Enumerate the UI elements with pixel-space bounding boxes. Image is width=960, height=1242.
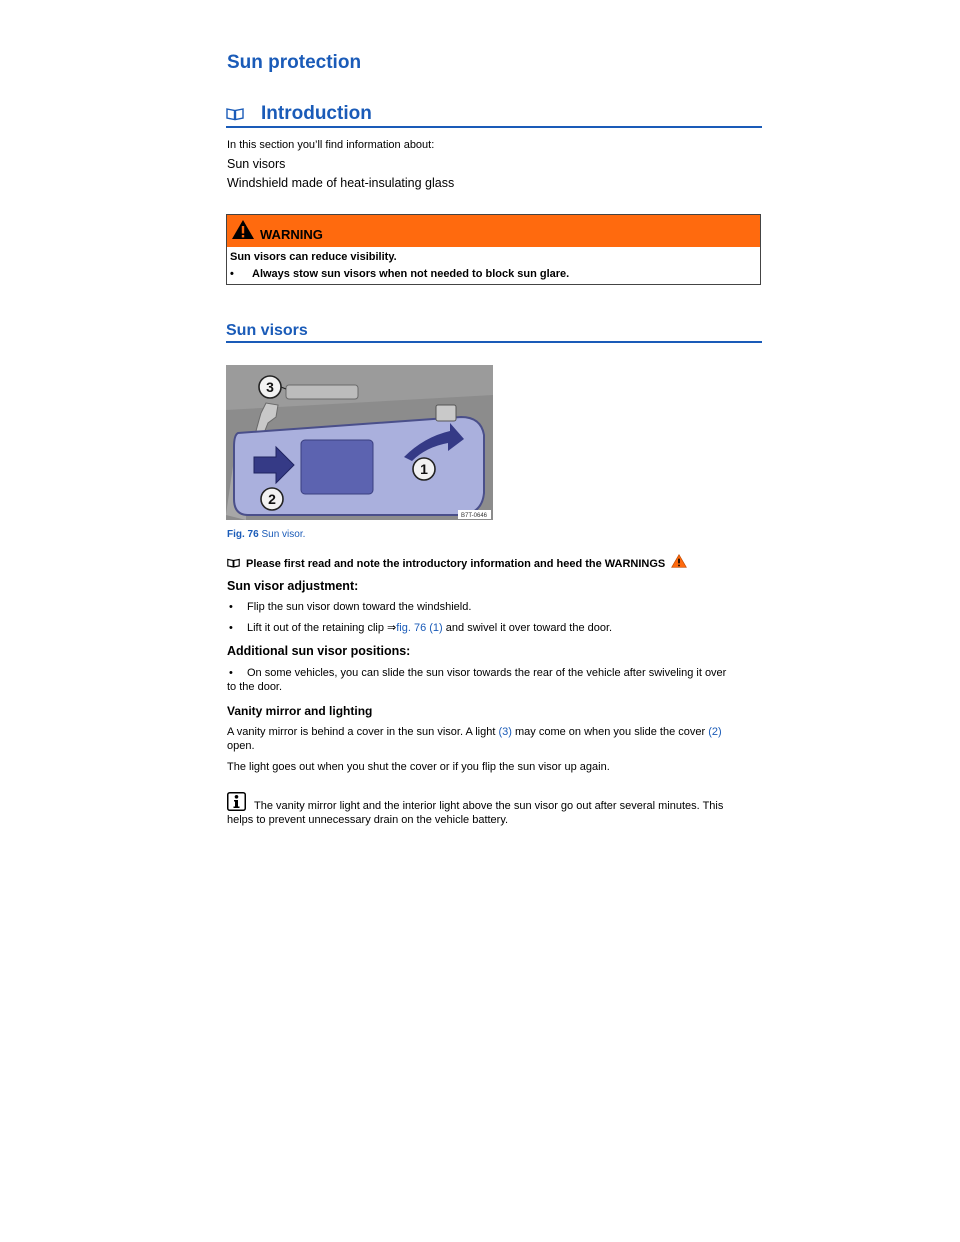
callout-1: 1 bbox=[420, 461, 428, 477]
figure-code: B7T-0646 bbox=[460, 513, 488, 519]
adjust-heading: Sun visor adjustment: bbox=[227, 579, 359, 593]
positions-item-cont: to the door. bbox=[227, 681, 283, 693]
sun-visor-illustration bbox=[226, 365, 493, 520]
warning-triangle-icon bbox=[671, 554, 687, 568]
warning-triangle-icon bbox=[231, 219, 255, 240]
arrow-ref: ⇒ bbox=[387, 622, 397, 634]
intro-text: In this section you’ll find information about: bbox=[227, 139, 435, 151]
adjust-item-text: Flip the sun visor down toward the windshield. bbox=[247, 601, 472, 613]
read-note-text: Please first read and note the introductory information and heed the WARNINGS bbox=[246, 558, 666, 570]
intro-heading bbox=[226, 103, 762, 128]
figure-link[interactable]: fig. 76 (1) bbox=[396, 622, 443, 634]
section-heading bbox=[226, 322, 762, 343]
figure-caption-text: Sun visor. bbox=[261, 529, 306, 540]
warning-bar bbox=[227, 215, 760, 247]
note-line-2: helps to prevent unnecessary drain on the vehicle battery. bbox=[227, 814, 509, 826]
vanity-text: A vanity mirror is behind a cover in the sun visor. A light bbox=[227, 726, 496, 738]
warning-label: WARNING bbox=[260, 227, 323, 242]
adjust-item-text bbox=[247, 621, 612, 635]
bullet: • bbox=[229, 667, 233, 679]
intro-heading-text: Introduction bbox=[261, 103, 372, 124]
vanity-paragraph-2: The light goes out when you shut the cover or if you flip the sun visor up again. bbox=[227, 761, 610, 773]
positions-heading: Additional sun visor positions: bbox=[227, 644, 411, 658]
positions-item-text: On some vehicles, you can slide the sun visor towards the rear of the vehicle after swiveling it over bbox=[247, 667, 727, 679]
warning-bullet-text: Always stow sun visors when not needed to block sun glare. bbox=[252, 268, 570, 280]
callout-2: 2 bbox=[268, 491, 276, 507]
bullet: • bbox=[230, 268, 234, 280]
vanity-heading: Vanity mirror and lighting bbox=[227, 704, 373, 718]
figure-caption-number: Fig. 76 bbox=[227, 529, 259, 540]
cover-ref-link[interactable]: (2) bbox=[708, 726, 722, 738]
note-line-1: The vanity mirror light and the interior light above the sun visor go out after several minutes. This bbox=[254, 800, 724, 812]
page-title: Sun protection bbox=[227, 52, 362, 73]
warning-bullet-line bbox=[230, 268, 569, 280]
figure-caption bbox=[227, 529, 305, 540]
callout-3: 3 bbox=[266, 379, 274, 395]
warning-box bbox=[226, 214, 761, 285]
adjust-item-text-a: Lift it out of the retaining clip bbox=[247, 622, 384, 634]
vanity-text: may come on when you slide the cover bbox=[515, 726, 706, 738]
vanity-paragraph-1-cont: open. bbox=[227, 740, 255, 752]
book-icon bbox=[226, 107, 244, 121]
book-icon bbox=[227, 558, 240, 568]
topic-sun-visors: Sun visors bbox=[227, 157, 286, 171]
read-note bbox=[227, 554, 747, 571]
light-ref-link[interactable]: (3) bbox=[498, 726, 512, 738]
vanity-paragraph-1 bbox=[227, 725, 722, 739]
topic-windshield: Windshield made of heat-insulating glass bbox=[227, 176, 455, 190]
sun-visor-figure bbox=[226, 365, 493, 520]
adjust-item-text-b: and swivel it over toward the door. bbox=[445, 622, 613, 634]
bullet: • bbox=[229, 622, 233, 634]
bullet: • bbox=[229, 601, 233, 613]
warning-line: Sun visors can reduce visibility. bbox=[230, 251, 397, 263]
section-heading-text: Sun visors bbox=[226, 322, 308, 339]
